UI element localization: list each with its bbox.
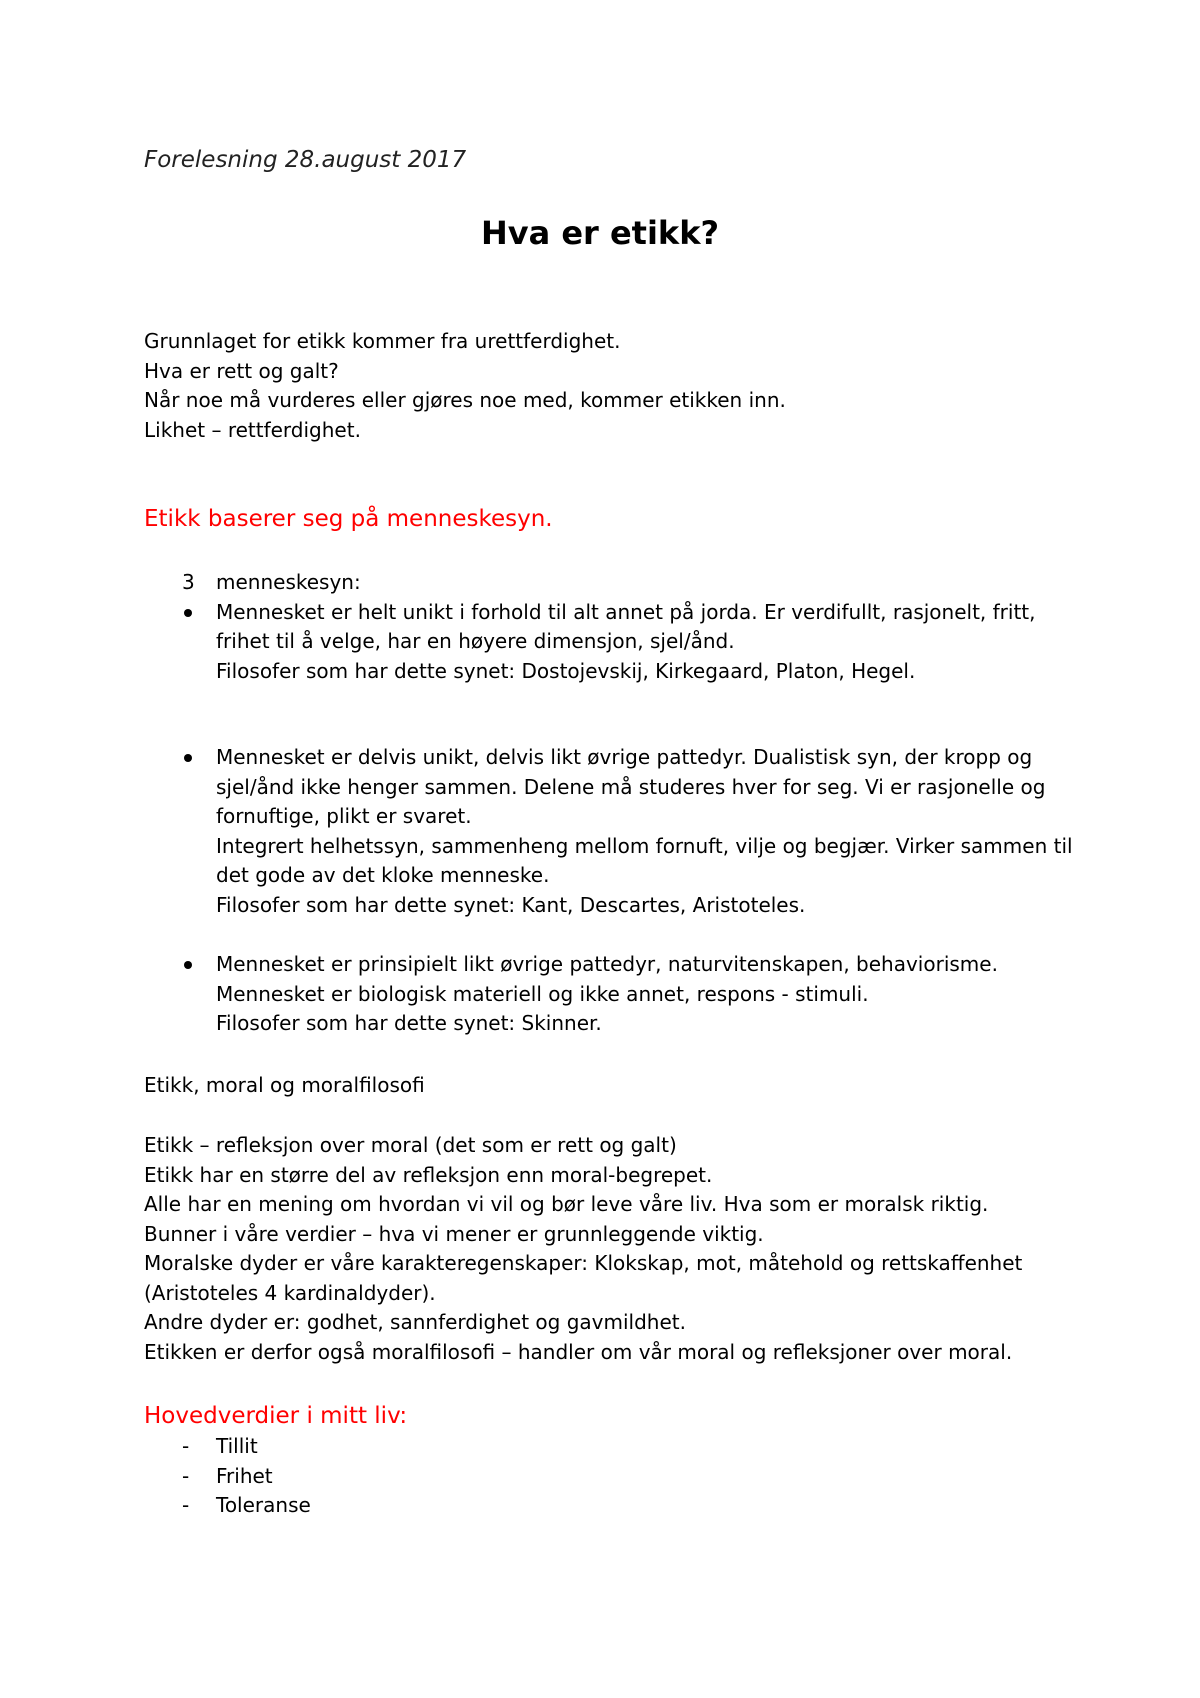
bullet-line: sjel/ånd ikke henger sammen. Delene må studeres hver for seg. Vi er rasjonelle og: [216, 774, 1046, 799]
page-title: Hva er etikk?: [480, 214, 720, 252]
bullet-item-3: [144, 950, 1100, 1039]
moral-line: (Aristoteles 4 kardinaldyder).: [144, 1280, 436, 1305]
list-item-text: Frihet: [216, 1463, 273, 1488]
moral-line: Andre dyder er: godhet, sannferdighet og gavmildhet.: [144, 1310, 686, 1334]
list-item-count: [144, 568, 1100, 598]
list-item: [144, 1462, 1100, 1492]
list-number: 3: [182, 570, 195, 594]
intro-line: Grunnlaget for etikk kommer fra urettferdighet.: [144, 329, 621, 353]
moral-line: Moralske dyder er våre karakteregenskaper: Klokskap, mot, måtehold og rettskaffenhet: [144, 1251, 1023, 1275]
moral-line: Bunner i våre verdier – hva vi mener er grunnleggende viktig.: [144, 1221, 764, 1246]
list-item-text: Toleranse: [216, 1493, 311, 1517]
bullet-line: det gode av det kloke menneske.: [216, 863, 550, 887]
bullet-line: Mennesket er helt unikt i forhold til alt annet på jorda. Er verdifullt, rasjonelt, fritt,: [216, 599, 1036, 624]
list-item-text: menneskesyn:: [216, 570, 361, 594]
bullet-icon: [184, 754, 192, 762]
dash-marker: -: [182, 1434, 190, 1458]
section-heading-moral: Etikk, moral og moralfilosofi: [144, 1073, 425, 1097]
bullet-item-2-wrap: [144, 743, 1100, 920]
list-item: [144, 1491, 1100, 1521]
list-item: [144, 1432, 1100, 1462]
moral-line: Etikk har en større del av refleksjon enn moral-begrepet.: [144, 1162, 713, 1187]
intro-line: Likhet – rettferdighet.: [144, 417, 361, 442]
intro-line: Hva er rett og galt?: [144, 358, 339, 383]
bullet-line: Mennesket er delvis unikt, delvis likt øvrige pattedyr. Dualistisk syn, der kropp og: [216, 745, 1033, 769]
lecture-date: Forelesning 28.august 2017: [144, 147, 467, 173]
hovedverdier-list: [144, 1432, 1100, 1521]
intro-line: Når noe må vurderes eller gjøres noe med, kommer etikken inn.: [144, 388, 786, 412]
bullet-line: Filosofer som har dette synet: Kant, Descartes, Aristoteles.: [216, 892, 806, 917]
bullet-item-2: [144, 743, 1100, 920]
bullet-line: Integrert helhetssyn, sammenheng mellom fornuft, vilje og begjær. Virker sammen til: [216, 833, 1073, 858]
bullet-line: Filosofer som har dette synet: Dostojevskij, Kirkegaard, Platon, Hegel.: [216, 658, 916, 683]
menneskesyn-list: [144, 568, 1100, 686]
bullet-line: Mennesket er prinsipielt likt øvrige pattedyr, naturvitenskapen, behaviorisme.: [216, 952, 998, 976]
moral-line: Etikk – refleksjon over moral (det som er rett og galt): [144, 1133, 677, 1157]
bullet-item-3-wrap: [144, 950, 1100, 1039]
moral-line: Etikken er derfor også moralfilosofi – handler om vår moral og refleksjoner over moral.: [144, 1339, 1013, 1364]
bullet-line: Mennesket er biologisk materiell og ikke annet, respons - stimuli.: [216, 981, 869, 1006]
bullet-icon: [184, 609, 192, 617]
bullet-item-1: [144, 598, 1100, 687]
bullet-icon: [184, 961, 192, 969]
dash-marker: -: [182, 1493, 190, 1517]
bullet-line: fornuftige, plikt er svaret.: [216, 804, 472, 828]
dash-marker: -: [182, 1463, 190, 1488]
bullet-line: Filosofer som har dette synet: Skinner.: [216, 1011, 602, 1035]
intro-paragraph: [144, 327, 1100, 445]
moral-line: Alle har en mening om hvordan vi vil og bør leve våre liv. Hva som er moralsk riktig.: [144, 1192, 989, 1216]
section-heading-hovedverdier: Hovedverdier i mitt liv:: [144, 1403, 408, 1429]
bullet-line: frihet til å velge, har en høyere dimensjon, sjel/ånd.: [216, 629, 735, 653]
section-heading-menneskesyn: Etikk baserer seg på menneskesyn.: [144, 506, 553, 532]
list-item-text: Tillit: [216, 1434, 258, 1458]
moral-paragraph: [144, 1131, 1100, 1367]
